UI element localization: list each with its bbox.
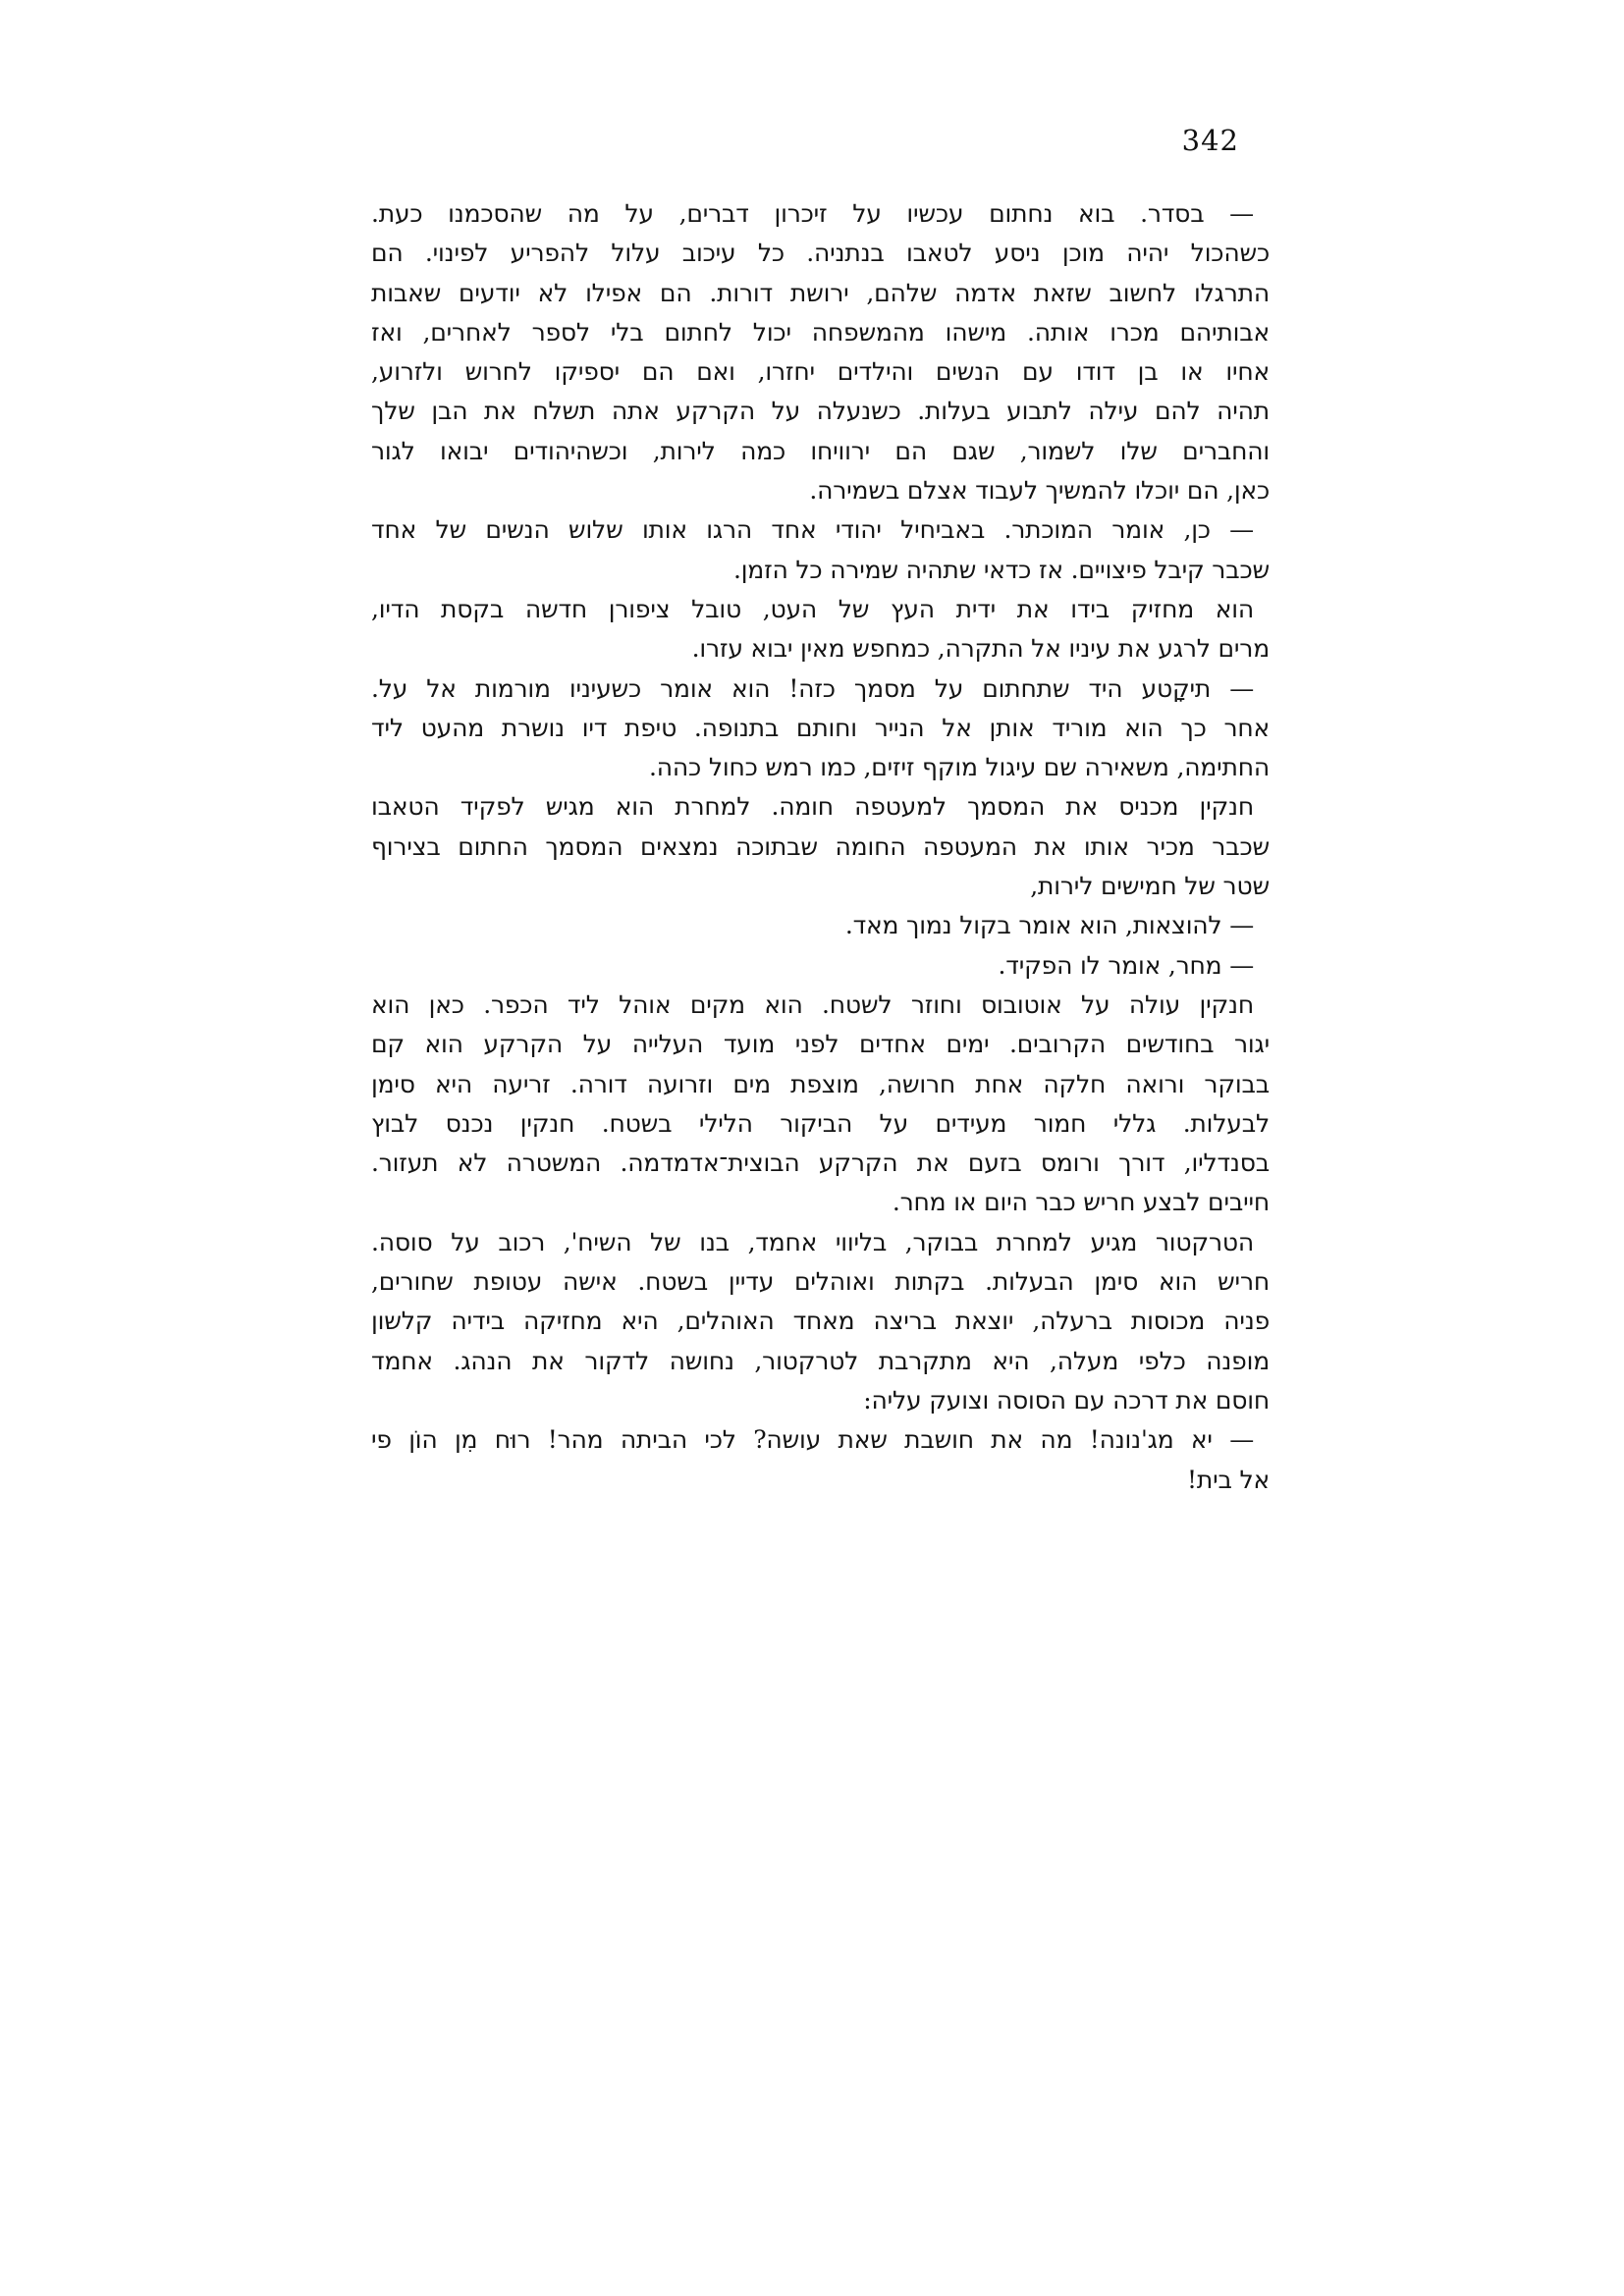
text-line: שכבר קיבל פיצויים. אז כדאי שתהיה שמירה כל הזמן. xyxy=(732,555,1270,584)
text-line: חנקין מכניס את המסמך למעטפה חומה. למחרת הוא מגיש לפקיד הטאבו xyxy=(371,792,1254,822)
text-line: — תיקָטע היד שתחתום על מסמך כזה! הוא אומר כשעיניו מורמות אל על. xyxy=(371,673,1254,703)
text-line: — כן, אומר המוכתר. באביחיל יהודי אחד הרגו אותו שלוש הנשים של אחד xyxy=(371,515,1254,545)
text-line: התרגלו לחשוב שזאת אדמה שלהם, ירושת דורות. הם אפילו לא יודעים שאבות xyxy=(371,278,1270,307)
text-line: כשהכול יהיה מוכן ניסע לטאבו בנתניה. כל עיכוב עלול להפריע לפינוי. הם xyxy=(371,239,1270,268)
text-line: חוסם את דרכה עם הסוסה וצועק עליה: xyxy=(863,1385,1270,1415)
text-line: — בסדר. בוא נחתום עכשיו על זיכרון דברים, על מה שהסכמנו כעת. xyxy=(371,199,1254,228)
text-line: חייבים לבצע חריש כבר היום או מחר. xyxy=(892,1188,1270,1217)
text-line: מרים לרגע את עיניו אל התקרה, כמחפש מאין יבוא עזרו. xyxy=(691,634,1270,664)
text-line: תהיה להם עילה לתבוע בעלות. כשנעלה על הקרקע אתה תשלח את הבן שלך xyxy=(371,397,1270,426)
text-line: והחברים שלו לשמור, שגם הם ירוויחו כמה לירות, וכשהיהודים יבואו לגור xyxy=(371,436,1270,465)
text-line: יגור בחודשים הקרובים. ימים אחדים לפני מועד העלייה על הקרקע הוא קם xyxy=(371,1030,1270,1059)
page-number: 342 xyxy=(1181,124,1239,157)
text-line: מופנה כלפי מעלה, היא מתקרבת לטרקטור, נחושה לדקור את הנהג. אחמד xyxy=(371,1346,1270,1375)
text-line: חריש הוא סימן הבעלות. בקתות ואוהלים עדיין בשטח. אישה עטופת שחורים, xyxy=(371,1267,1270,1297)
text-line: כאן, הם יוכלו להמשיך לעבוד אצלם בשמירה. xyxy=(809,476,1270,506)
text-line: החתימה, משאירה שם עיגול מוקף זיזים, כמו רמש כחול כהה. xyxy=(649,753,1270,782)
text-line: שכבר מכיר אותו את המעטפה החומה שבתוכה נמצאים המסמך החתום בצירוף xyxy=(371,831,1270,861)
text-line: אל בית! xyxy=(1187,1465,1270,1494)
text-line: פניה מכוסות ברעלה, יוצאת בריצה מאחד האוהלים, היא מחזיקה בידיה קלשון xyxy=(371,1307,1270,1336)
text-line: אחיו או בן דודו עם הנשים והילדים יחזרו, ואם הם יספיקו לחרוש ולזרוע, xyxy=(371,357,1270,387)
text-line: חנקין עולה על אוטובוס וחוזר לשטח. הוא מקים אוהל ליד הכפר. כאן הוא xyxy=(371,989,1254,1019)
text-line: — יא מג'נונה! מה את חושבת שאת עושה? לכי הביתה מהר! רוּח מִן הוֹן פי xyxy=(371,1425,1254,1455)
text-line: לבעלות. גללי חמור מעידים על הביקור הלילי בשטח. חנקין נכנס לבוץ xyxy=(371,1108,1270,1138)
text-line: שטר של חמישים לירות, xyxy=(1030,872,1270,901)
text-line: — להוצאות, הוא אומר בקול נמוך מאד. xyxy=(844,911,1254,940)
text-line: אבותיהם מכרו אותה. מישהו מהמשפחה יכול לחתום בלי לספר לאחרים, ואז xyxy=(371,317,1270,347)
text-line: בסנדליו, דורך ורומס בזעם את הקרקע הבוצית־אדמדמה. המשטרה לא תעזור. xyxy=(371,1148,1270,1178)
text-line: הוא מחזיק בידו את ידית העץ של העט, טובל ציפורן חדשה בקסת הדיו, xyxy=(371,594,1254,623)
text-line: — מחר, אומר לו הפקיד. xyxy=(998,950,1254,980)
text-line: אחר כך הוא מוריד אותן אל הנייר וחותם בתנופה. טיפת דיו נושרת מהעט ליד xyxy=(371,713,1270,742)
body-text xyxy=(371,194,1270,1500)
text-line: בבוקר ורואה חלקה אחת חרושה, מוצפת מים וזרועה דורה. זריעה היא סימן xyxy=(371,1069,1270,1098)
text-line: הטרקטור מגיע למחרת בבוקר, בליווי אחמד, בנו של השיח', רכוב על סוסה. xyxy=(371,1227,1254,1256)
